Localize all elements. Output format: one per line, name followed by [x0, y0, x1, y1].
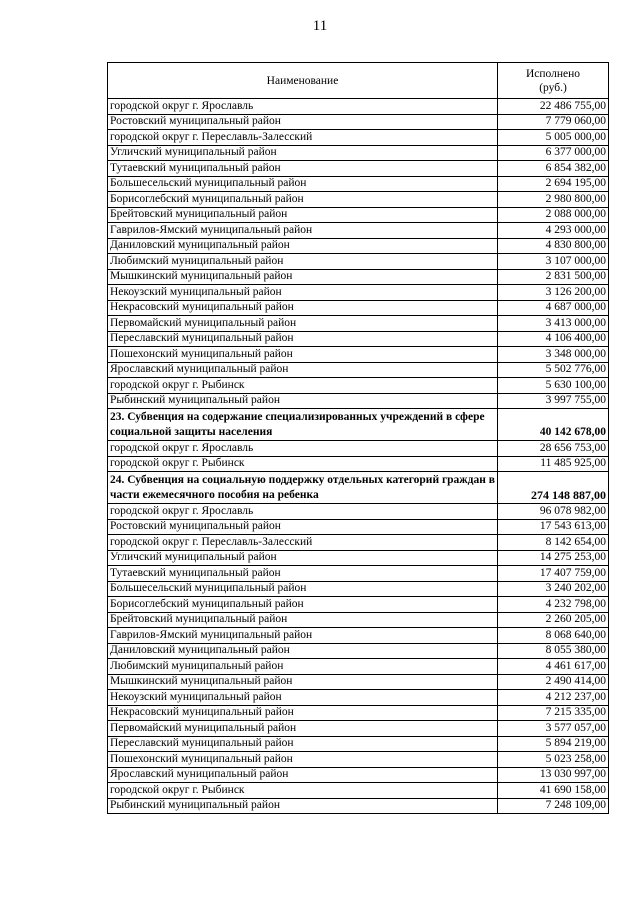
- municipality-name: Переславский муниципальный район: [108, 736, 498, 752]
- section-row: [108, 472, 609, 504]
- amount-value: 4 212 237,00: [498, 690, 609, 706]
- municipality-name: Мышкинский муниципальный район: [108, 269, 498, 285]
- page-number: 11: [312, 18, 328, 34]
- municipality-name: Тутаевский муниципальный район: [108, 566, 498, 582]
- section-total: 274 148 887,00: [498, 472, 609, 504]
- municipality-name: городской округ г. Переславль-Залесский: [108, 130, 498, 146]
- municipality-name: Даниловский муниципальный район: [108, 643, 498, 659]
- table-row: [108, 581, 609, 597]
- amount-value: 3 997 755,00: [498, 393, 609, 409]
- table-row: [108, 238, 609, 254]
- municipality-name: Некрасовский муниципальный район: [108, 705, 498, 721]
- municipality-name: Пошехонский муниципальный район: [108, 752, 498, 768]
- municipality-name: Некоузский муниципальный район: [108, 690, 498, 706]
- table-row: [108, 331, 609, 347]
- amount-value: 2 490 414,00: [498, 674, 609, 690]
- amount-value: 8 055 380,00: [498, 643, 609, 659]
- table-row: [108, 192, 609, 208]
- table-row: [108, 161, 609, 177]
- amount-value: 5 023 258,00: [498, 752, 609, 768]
- table-row: [108, 441, 609, 457]
- municipality-name: Мышкинский муниципальный район: [108, 674, 498, 690]
- municipality-name: Пошехонский муниципальный район: [108, 347, 498, 363]
- amount-value: 7 779 060,00: [498, 114, 609, 130]
- table-body: [108, 99, 609, 814]
- amount-value: 2 088 000,00: [498, 207, 609, 223]
- column-header-value-line2: (руб.): [539, 81, 567, 94]
- municipality-name: Первомайский муниципальный район: [108, 316, 498, 332]
- table-row: [108, 628, 609, 644]
- section-row: [108, 409, 609, 441]
- table-row: [108, 767, 609, 783]
- municipality-name: Большесельский муниципальный район: [108, 176, 498, 192]
- table-row: [108, 254, 609, 270]
- municipality-name: Любимский муниципальный район: [108, 254, 498, 270]
- table-row: [108, 519, 609, 535]
- municipality-name: Рыбинский муниципальный район: [108, 798, 498, 814]
- section-total: 40 142 678,00: [498, 409, 609, 441]
- column-header-value: [498, 63, 609, 99]
- amount-value: 5 005 000,00: [498, 130, 609, 146]
- municipality-name: городской округ г. Рыбинск: [108, 456, 498, 472]
- municipality-name: Борисоглебский муниципальный район: [108, 192, 498, 208]
- municipality-name: Борисоглебский муниципальный район: [108, 597, 498, 613]
- amount-value: 2 260 205,00: [498, 612, 609, 628]
- table-row: [108, 393, 609, 409]
- table-row: [108, 721, 609, 737]
- table-row: [108, 362, 609, 378]
- municipality-name: Ростовский муниципальный район: [108, 519, 498, 535]
- municipality-name: Некрасовский муниципальный район: [108, 300, 498, 316]
- table-row: [108, 597, 609, 613]
- municipality-name: Первомайский муниципальный район: [108, 721, 498, 737]
- table-row: [108, 504, 609, 520]
- table-row: [108, 550, 609, 566]
- amount-value: 6 854 382,00: [498, 161, 609, 177]
- municipality-name: городской округ г. Ярославль: [108, 99, 498, 115]
- table-row: [108, 535, 609, 551]
- table-row: [108, 752, 609, 768]
- amount-value: 4 461 617,00: [498, 659, 609, 675]
- table-header-row: [108, 63, 609, 99]
- table-row: [108, 114, 609, 130]
- table-row: [108, 269, 609, 285]
- table-row: [108, 456, 609, 472]
- table-row: [108, 99, 609, 115]
- table-row: [108, 130, 609, 146]
- table-row: [108, 736, 609, 752]
- table-row: [108, 207, 609, 223]
- amount-value: 41 690 158,00: [498, 783, 609, 799]
- amount-value: 17 543 613,00: [498, 519, 609, 535]
- municipality-name: Большесельский муниципальный район: [108, 581, 498, 597]
- table-row: [108, 798, 609, 814]
- municipality-name: городской округ г. Рыбинск: [108, 378, 498, 394]
- table-row: [108, 690, 609, 706]
- table-row: [108, 566, 609, 582]
- amount-value: 3 577 057,00: [498, 721, 609, 737]
- municipality-name: Угличский муниципальный район: [108, 550, 498, 566]
- municipality-name: городской округ г. Рыбинск: [108, 783, 498, 799]
- column-header-value-line1: Исполнено: [525, 67, 581, 80]
- amount-value: 96 078 982,00: [498, 504, 609, 520]
- municipality-name: Угличский муниципальный район: [108, 145, 498, 161]
- amount-value: 4 293 000,00: [498, 223, 609, 239]
- amount-value: 14 275 253,00: [498, 550, 609, 566]
- amount-value: 7 215 335,00: [498, 705, 609, 721]
- table-row: [108, 378, 609, 394]
- amount-value: 6 377 000,00: [498, 145, 609, 161]
- municipality-name: Ростовский муниципальный район: [108, 114, 498, 130]
- municipality-name: городской округ г. Ярославль: [108, 504, 498, 520]
- amount-value: 8 142 654,00: [498, 535, 609, 551]
- amount-value: 3 413 000,00: [498, 316, 609, 332]
- amount-value: 5 894 219,00: [498, 736, 609, 752]
- table-row: [108, 783, 609, 799]
- table-row: [108, 145, 609, 161]
- table-row: [108, 705, 609, 721]
- table-row: [108, 300, 609, 316]
- table-row: [108, 659, 609, 675]
- amount-value: 4 830 800,00: [498, 238, 609, 254]
- table-row: [108, 176, 609, 192]
- amount-value: 5 502 776,00: [498, 362, 609, 378]
- municipality-name: Любимский муниципальный район: [108, 659, 498, 675]
- amount-value: 13 030 997,00: [498, 767, 609, 783]
- amount-value: 4 232 798,00: [498, 597, 609, 613]
- table-row: [108, 285, 609, 301]
- table-row: [108, 674, 609, 690]
- amount-value: 4 106 400,00: [498, 331, 609, 347]
- amount-value: 4 687 000,00: [498, 300, 609, 316]
- municipality-name: Гаврилов-Ямский муниципальный район: [108, 628, 498, 644]
- municipality-name: Некоузский муниципальный район: [108, 285, 498, 301]
- amount-value: 3 348 000,00: [498, 347, 609, 363]
- amount-value: 3 240 202,00: [498, 581, 609, 597]
- section-title: 23. Субвенция на содержание специализированных учреждений в сфере социальной защиты населения: [108, 409, 498, 441]
- municipality-name: Брейтовский муниципальный район: [108, 612, 498, 628]
- municipality-name: городской округ г. Переславль-Залесский: [108, 535, 498, 551]
- amount-value: 2 694 195,00: [498, 176, 609, 192]
- table-row: [108, 612, 609, 628]
- amount-value: 2 980 800,00: [498, 192, 609, 208]
- municipality-name: Переславский муниципальный район: [108, 331, 498, 347]
- amount-value: 3 126 200,00: [498, 285, 609, 301]
- municipality-name: Брейтовский муниципальный район: [108, 207, 498, 223]
- municipality-name: Рыбинский муниципальный район: [108, 393, 498, 409]
- municipality-name: Ярославский муниципальный район: [108, 362, 498, 378]
- municipality-name: Ярославский муниципальный район: [108, 767, 498, 783]
- table-row: [108, 347, 609, 363]
- municipality-name: городской округ г. Ярославль: [108, 441, 498, 457]
- budget-table: [107, 62, 609, 814]
- amount-value: 17 407 759,00: [498, 566, 609, 582]
- section-title: 24. Субвенция на социальную поддержку отдельных категорий граждан в части ежемесячного пособия на ребенка: [108, 472, 498, 504]
- table-row: [108, 316, 609, 332]
- amount-value: 5 630 100,00: [498, 378, 609, 394]
- amount-value: 28 656 753,00: [498, 441, 609, 457]
- municipality-name: Гаврилов-Ямский муниципальный район: [108, 223, 498, 239]
- amount-value: 7 248 109,00: [498, 798, 609, 814]
- amount-value: 3 107 000,00: [498, 254, 609, 270]
- amount-value: 22 486 755,00: [498, 99, 609, 115]
- table-row: [108, 643, 609, 659]
- municipality-name: Тутаевский муниципальный район: [108, 161, 498, 177]
- amount-value: 8 068 640,00: [498, 628, 609, 644]
- column-header-name: Наименование: [108, 63, 498, 99]
- amount-value: 11 485 925,00: [498, 456, 609, 472]
- municipality-name: Даниловский муниципальный район: [108, 238, 498, 254]
- table-row: [108, 223, 609, 239]
- amount-value: 2 831 500,00: [498, 269, 609, 285]
